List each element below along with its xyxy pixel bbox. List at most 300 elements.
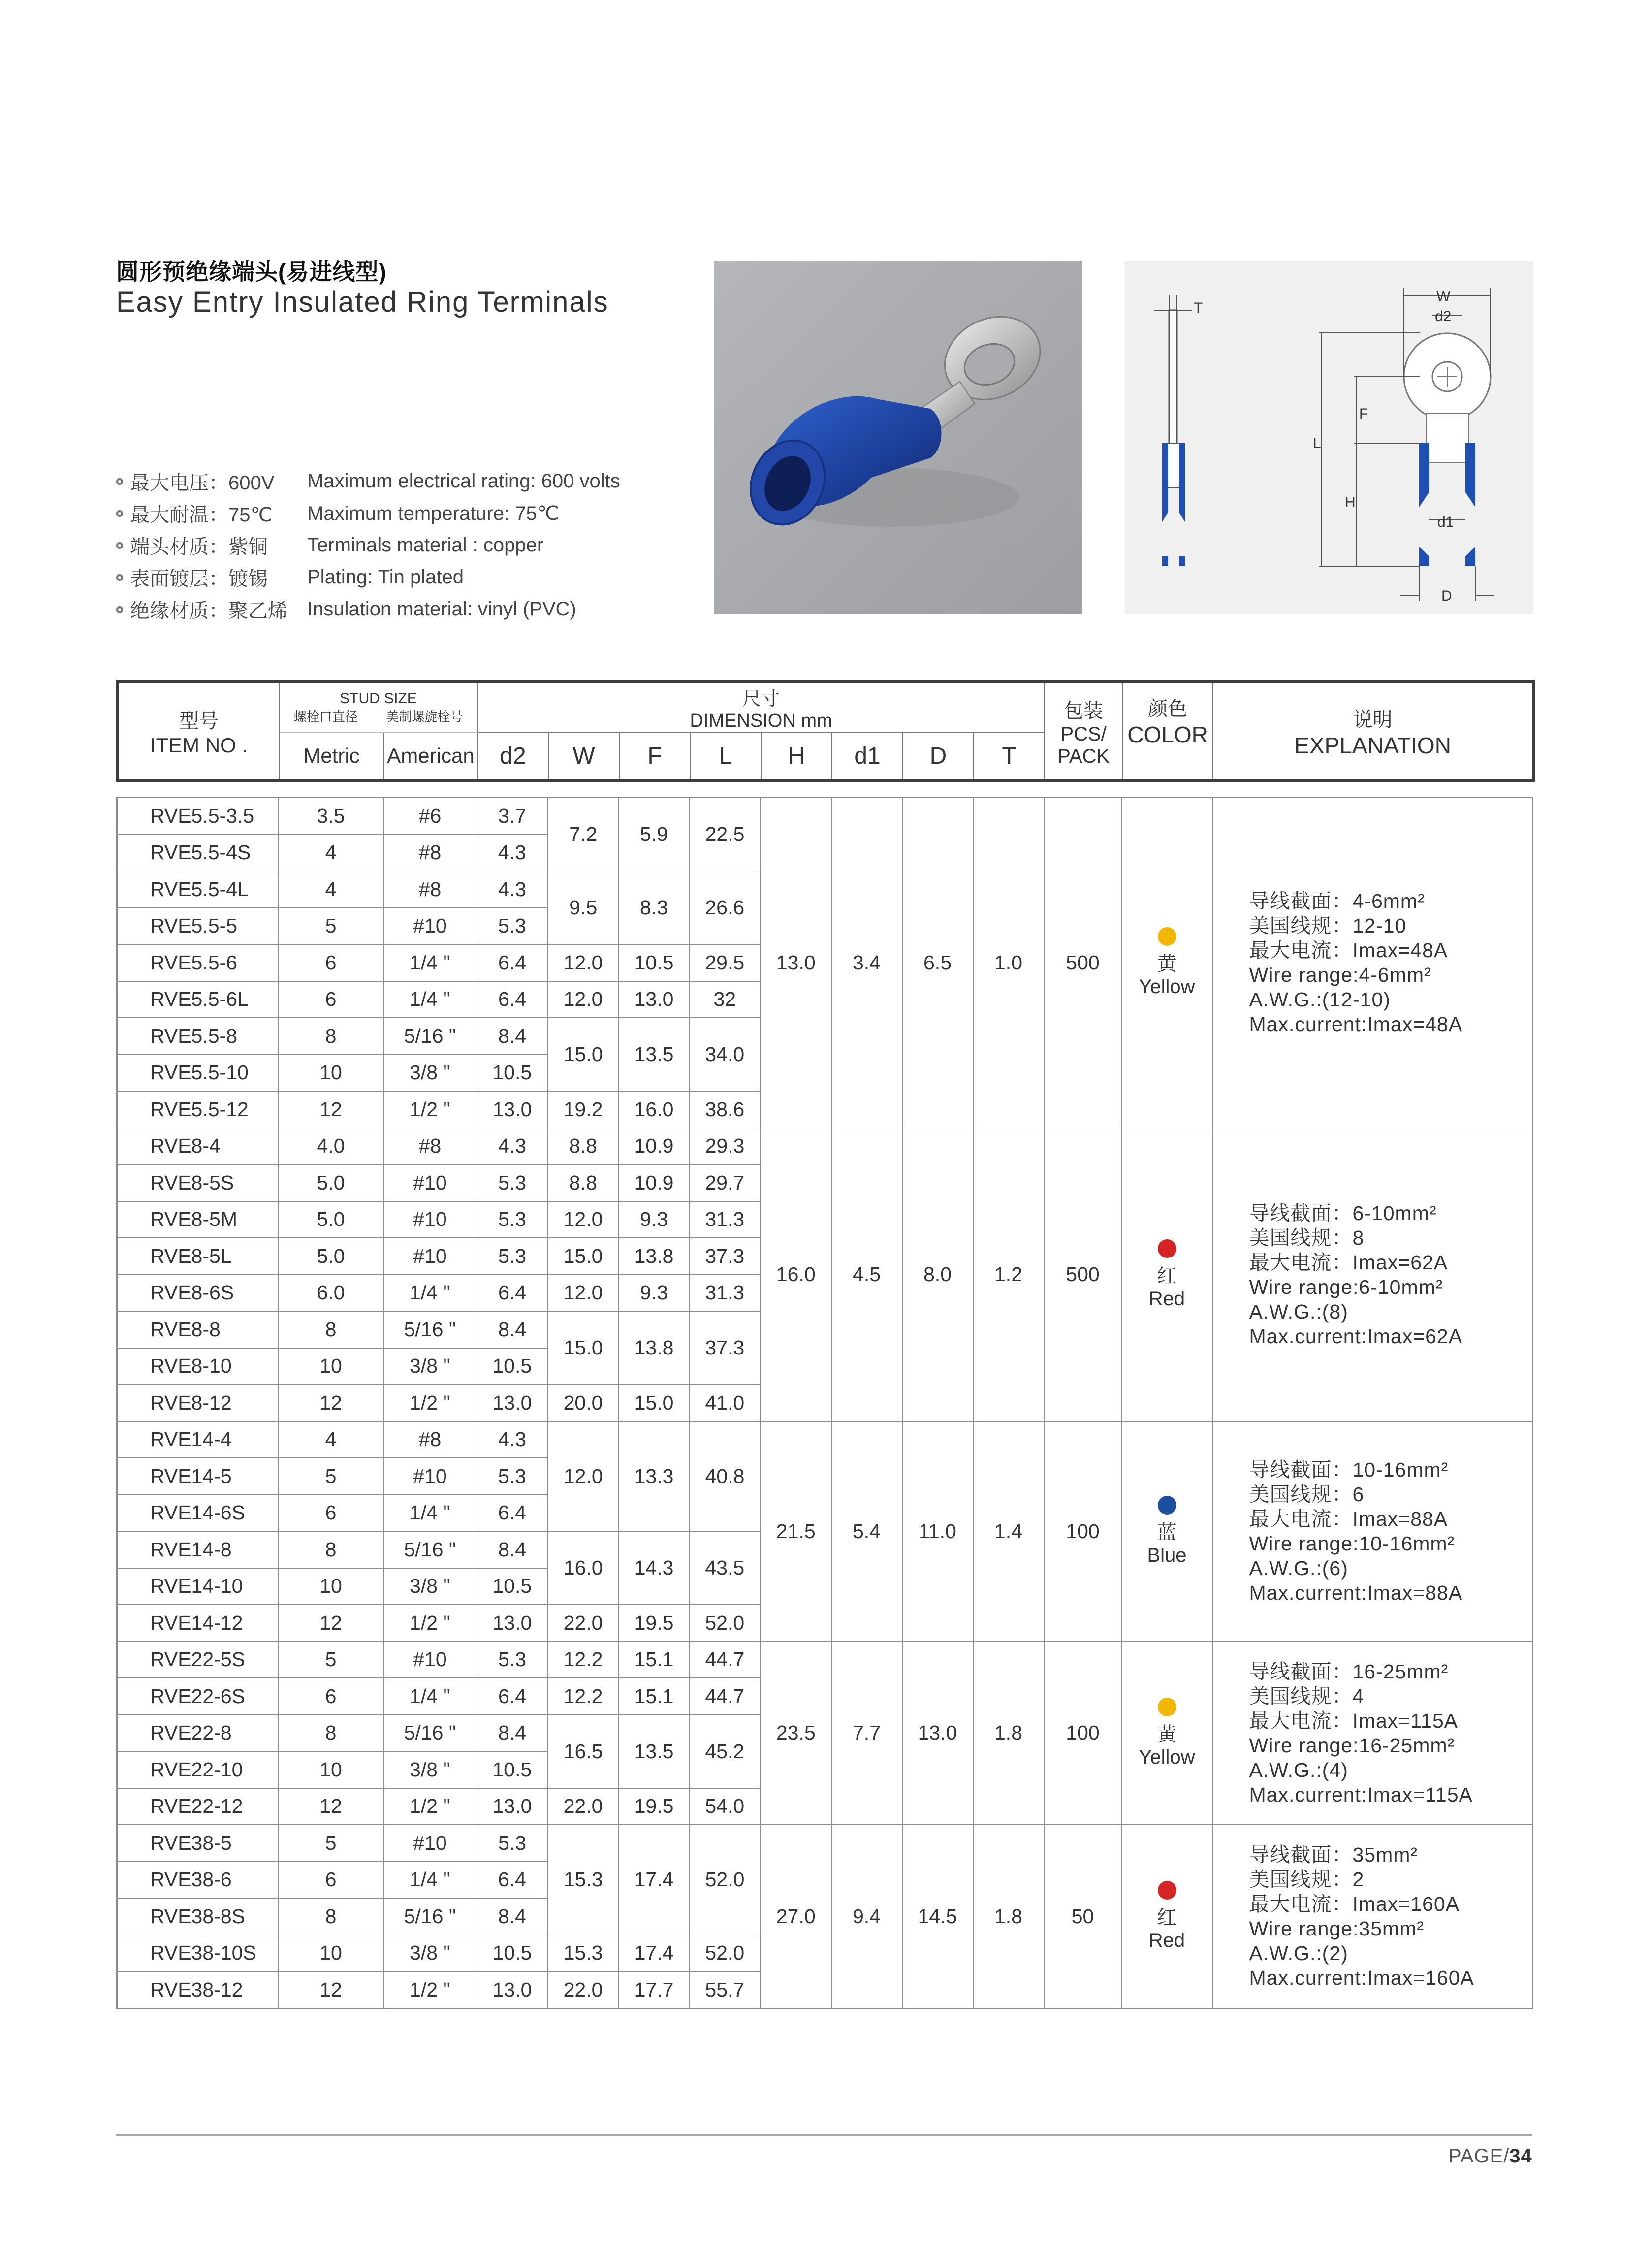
cell-t: 1.0 xyxy=(973,798,1044,1128)
dim-label-d1: d1 xyxy=(1437,514,1454,530)
dimension-drawing xyxy=(1125,261,1533,614)
cell-w: 12.2 xyxy=(548,1642,619,1678)
color-dot xyxy=(1158,1239,1176,1258)
cell-w: 8.8 xyxy=(548,1164,619,1201)
cell-d: 6.5 xyxy=(902,798,973,1128)
circle-bullet-icon xyxy=(116,606,123,613)
cell-l: 54.0 xyxy=(690,1788,761,1825)
cell-d2: 4.3 xyxy=(477,871,548,908)
cell-metric: 8 xyxy=(279,1715,383,1752)
cell-w: 15.3 xyxy=(548,1825,619,1935)
cell-d2: 6.4 xyxy=(477,1495,548,1532)
cell-american: 1/4 " xyxy=(383,1275,477,1312)
cell-w: 12.0 xyxy=(548,1275,619,1312)
cell-d2: 13.0 xyxy=(477,1091,548,1128)
header-w: W xyxy=(548,732,619,780)
cell-d2: 3.7 xyxy=(477,798,548,835)
cell-american: #6 xyxy=(383,798,477,835)
expl-line: 导线截面：35mm² xyxy=(1249,1843,1418,1867)
expl-line: 导线截面：4-6mm² xyxy=(1249,890,1425,913)
page-number xyxy=(1448,2145,1532,2167)
header-color-en: COLOR xyxy=(1127,722,1208,747)
color-en: Red xyxy=(1148,1930,1185,1952)
cell-metric: 5.0 xyxy=(279,1164,383,1201)
cell-american: #10 xyxy=(383,1825,477,1862)
cell-metric: 12 xyxy=(279,1385,383,1421)
cell-d2: 6.4 xyxy=(477,1678,548,1715)
cell-metric: 10 xyxy=(279,1935,383,1972)
cell-t: 1.2 xyxy=(973,1128,1044,1421)
cell-item: RVE38-12 xyxy=(117,1971,279,2008)
cell-explanation xyxy=(1212,1128,1533,1421)
header-color-cn: 颜色 xyxy=(1148,698,1188,720)
title-chinese: 圆形预绝缘端头(易进线型) xyxy=(116,259,387,285)
cell-american: 5/16 " xyxy=(383,1311,477,1348)
cell-item: RVE5.5-3.5 xyxy=(117,798,279,835)
header-d: D xyxy=(903,732,974,780)
cell-h: 16.0 xyxy=(761,1128,831,1421)
cell-item: RVE5.5-5 xyxy=(117,908,279,945)
cell-metric: 8 xyxy=(279,1531,383,1568)
table-row xyxy=(117,1825,1533,1862)
cell-d2: 8.4 xyxy=(477,1018,548,1055)
cell-h: 27.0 xyxy=(761,1825,831,2008)
cell-h: 21.5 xyxy=(761,1421,831,1642)
cell-d: 8.0 xyxy=(902,1128,973,1421)
cell-h: 13.0 xyxy=(761,798,831,1128)
cell-american: 1/4 " xyxy=(383,1495,477,1532)
cell-item: RVE22-5S xyxy=(117,1642,279,1678)
cell-d: 14.5 xyxy=(902,1825,973,2008)
cell-color xyxy=(1122,1825,1212,2008)
cell-explanation xyxy=(1212,798,1533,1128)
cell-d2: 13.0 xyxy=(477,1971,548,2008)
cell-american: 3/8 " xyxy=(383,1935,477,1972)
cell-h: 23.5 xyxy=(761,1642,831,1825)
spec-cn: 端头材质：紫铜 xyxy=(130,536,268,558)
spec-cn: 最大耐温：75℃ xyxy=(130,504,273,526)
cell-f: 10.5 xyxy=(619,944,690,981)
cell-american: 1/4 " xyxy=(383,1862,477,1899)
cell-american: #8 xyxy=(383,1421,477,1458)
cell-f: 17.4 xyxy=(619,1825,690,1935)
cell-l: 34.0 xyxy=(690,1018,761,1091)
spec-cn: 最大电压：600V xyxy=(130,472,275,494)
cell-d2: 5.3 xyxy=(477,1825,548,1862)
cell-item: RVE8-6S xyxy=(117,1275,279,1312)
spec-item xyxy=(116,497,620,529)
cell-american: 1/2 " xyxy=(383,1091,477,1128)
expl-line: Max.current:Imax=115A xyxy=(1249,1783,1473,1806)
cell-american: 1/4 " xyxy=(383,981,477,1018)
color-cn: 蓝 xyxy=(1157,1522,1177,1544)
header-item-cn: 型号 xyxy=(179,710,219,732)
cell-color xyxy=(1122,1642,1212,1825)
cell-w: 22.0 xyxy=(548,1971,619,2008)
expl-line: A.W.G.:(4) xyxy=(1249,1758,1348,1781)
cell-l: 40.8 xyxy=(690,1421,761,1532)
cell-d2: 8.4 xyxy=(477,1311,548,1348)
cell-item: RVE8-5L xyxy=(117,1238,279,1275)
cell-w: 7.2 xyxy=(548,798,619,871)
cell-w: 9.5 xyxy=(548,871,619,944)
header-explanation xyxy=(1213,682,1533,780)
cell-item: RVE22-6S xyxy=(117,1678,279,1715)
cell-american: #10 xyxy=(383,1164,477,1201)
expl-line: Wire range:4-6mm² xyxy=(1249,964,1431,987)
cell-item: RVE14-10 xyxy=(117,1568,279,1605)
cell-w: 22.0 xyxy=(548,1605,619,1642)
spec-item xyxy=(116,529,620,561)
cell-d2: 13.0 xyxy=(477,1788,548,1825)
cell-american: #8 xyxy=(383,835,477,871)
color-dot xyxy=(1158,1881,1176,1900)
cell-metric: 10 xyxy=(279,1751,383,1788)
header-stud-en: STUD SIZE xyxy=(340,690,417,707)
cell-f: 8.3 xyxy=(619,871,690,944)
cell-f: 13.8 xyxy=(619,1311,690,1385)
cell-l: 29.3 xyxy=(690,1128,761,1165)
cell-item: RVE5.5-6 xyxy=(117,944,279,981)
header-dimension xyxy=(477,682,1045,732)
cell-item: RVE8-5S xyxy=(117,1164,279,1201)
dim-label-t: T xyxy=(1194,300,1203,316)
cell-american: 5/16 " xyxy=(383,1898,477,1935)
cell-d2: 5.3 xyxy=(477,908,548,945)
cell-american: 5/16 " xyxy=(383,1531,477,1568)
cell-item: RVE5.5-8 xyxy=(117,1018,279,1055)
circle-bullet-icon xyxy=(116,542,123,549)
cell-d2: 8.4 xyxy=(477,1898,548,1935)
expl-line: A.W.G.:(6) xyxy=(1249,1557,1348,1580)
expl-line: 导线截面：16-25mm² xyxy=(1249,1660,1449,1683)
spec-en: Maximum temperature: 75℃ xyxy=(307,502,559,524)
cell-w: 15.0 xyxy=(548,1311,619,1385)
cell-metric: 3.5 xyxy=(279,798,383,835)
cell-f: 13.0 xyxy=(619,981,690,1018)
expl-line: 最大电流：Imax=62A xyxy=(1249,1251,1448,1274)
cell-w: 12.2 xyxy=(548,1678,619,1715)
expl-line: Max.current:Imax=62A xyxy=(1249,1324,1463,1348)
cell-american: #8 xyxy=(383,1128,477,1165)
cell-pack: 500 xyxy=(1044,798,1122,1128)
header-pack xyxy=(1045,682,1122,780)
cell-item: RVE5.5-4L xyxy=(117,871,279,908)
cell-w: 22.0 xyxy=(548,1788,619,1825)
header-l: L xyxy=(690,732,761,780)
cell-metric: 6 xyxy=(279,944,383,981)
cell-t: 1.8 xyxy=(973,1825,1044,2008)
cell-d2: 5.3 xyxy=(477,1642,548,1678)
cell-item: RVE8-12 xyxy=(117,1385,279,1421)
cell-l: 41.0 xyxy=(690,1385,761,1421)
cell-metric: 5 xyxy=(279,1642,383,1678)
cell-american: 3/8 " xyxy=(383,1568,477,1605)
cell-d2: 8.4 xyxy=(477,1531,548,1568)
spec-item xyxy=(116,561,620,593)
cell-d2: 10.5 xyxy=(477,1568,548,1605)
cell-explanation xyxy=(1212,1421,1533,1642)
cell-metric: 4 xyxy=(279,835,383,871)
header-dim-cn: 尺寸 xyxy=(742,689,780,709)
cell-american: #10 xyxy=(383,908,477,945)
header-pack-en1: PCS/ xyxy=(1060,723,1107,745)
table-body xyxy=(117,798,1533,2009)
cell-metric: 10 xyxy=(279,1055,383,1092)
cell-l: 26.6 xyxy=(690,871,761,944)
cell-item: RVE8-4 xyxy=(117,1128,279,1165)
cell-d1: 5.4 xyxy=(831,1421,902,1642)
cell-l: 44.7 xyxy=(690,1642,761,1678)
color-en: Blue xyxy=(1147,1545,1187,1566)
expl-line: Max.current:Imax=48A xyxy=(1249,1013,1463,1036)
cell-metric: 5 xyxy=(279,1825,383,1862)
cell-w: 19.2 xyxy=(548,1091,619,1128)
cell-w: 12.0 xyxy=(548,981,619,1018)
cell-l: 29.5 xyxy=(690,944,761,981)
cell-american: 5/16 " xyxy=(383,1018,477,1055)
spec-en: Maximum electrical rating: 600 volts xyxy=(307,470,620,492)
cell-item: RVE14-12 xyxy=(117,1605,279,1642)
spec-item xyxy=(116,465,620,497)
cell-f: 5.9 xyxy=(619,798,690,871)
cell-item: RVE8-10 xyxy=(117,1348,279,1385)
cell-item: RVE5.5-6L xyxy=(117,981,279,1018)
spec-cn: 绝缘材质：聚乙烯 xyxy=(130,600,287,622)
expl-line: 美国线规：6 xyxy=(1249,1483,1365,1506)
expl-line: 最大电流：Imax=48A xyxy=(1249,939,1448,962)
header-metric: Metric xyxy=(279,732,384,780)
table-row xyxy=(117,1421,1533,1458)
color-dot xyxy=(1158,1698,1176,1716)
cell-d1: 3.4 xyxy=(831,798,902,1128)
color-cn: 黄 xyxy=(1157,953,1177,975)
cell-d2: 5.3 xyxy=(477,1164,548,1201)
cell-f: 15.1 xyxy=(619,1642,690,1678)
dim-label-d2: d2 xyxy=(1435,308,1452,324)
cell-american: 1/2 " xyxy=(383,1788,477,1825)
cell-d2: 13.0 xyxy=(477,1385,548,1421)
expl-line: Wire range:10-16mm² xyxy=(1249,1532,1455,1555)
cell-l: 44.7 xyxy=(690,1678,761,1715)
cell-f: 17.4 xyxy=(619,1935,690,1972)
circle-bullet-icon xyxy=(116,478,123,485)
expl-line: 美国线规：12-10 xyxy=(1249,914,1407,937)
color-cn: 红 xyxy=(1157,1265,1177,1287)
cell-american: 5/16 " xyxy=(383,1715,477,1752)
cell-f: 16.0 xyxy=(619,1091,690,1128)
cell-item: RVE14-4 xyxy=(117,1421,279,1458)
cell-metric: 10 xyxy=(279,1348,383,1385)
cell-w: 15.0 xyxy=(548,1018,619,1091)
cell-d2: 5.3 xyxy=(477,1458,548,1495)
cell-metric: 5.0 xyxy=(279,1201,383,1238)
dim-label-h: H xyxy=(1345,494,1356,511)
cell-metric: 6 xyxy=(279,1495,383,1532)
cell-w: 15.3 xyxy=(548,1935,619,1972)
header-d1: d1 xyxy=(832,732,903,780)
cell-american: 1/2 " xyxy=(383,1971,477,2008)
header-stud-american-cn: 美制螺旋栓号 xyxy=(386,709,463,724)
cell-american: 1/2 " xyxy=(383,1605,477,1642)
cell-w: 12.0 xyxy=(548,944,619,981)
cell-l: 31.3 xyxy=(690,1275,761,1312)
cell-metric: 4 xyxy=(279,871,383,908)
cell-f: 15.0 xyxy=(619,1385,690,1421)
cell-item: RVE5.5-4S xyxy=(117,835,279,871)
cell-d2: 5.3 xyxy=(477,1238,548,1275)
spec-cn: 表面镀层：镀锡 xyxy=(130,568,268,590)
product-photo xyxy=(714,261,1082,614)
cell-f: 13.8 xyxy=(619,1238,690,1275)
cell-american: #10 xyxy=(383,1201,477,1238)
cell-item: RVE14-6S xyxy=(117,1495,279,1532)
footer-divider xyxy=(116,2134,1532,2136)
table-header xyxy=(116,680,1535,782)
cell-explanation xyxy=(1212,1642,1533,1825)
cell-item: RVE38-6 xyxy=(117,1862,279,1899)
page-number-value: 34 xyxy=(1509,2145,1532,2167)
cell-american: 3/8 " xyxy=(383,1055,477,1092)
cell-american: 1/4 " xyxy=(383,1678,477,1715)
dim-label-l: L xyxy=(1313,435,1321,451)
cell-pack: 500 xyxy=(1044,1128,1122,1421)
cell-f: 9.3 xyxy=(619,1201,690,1238)
cell-item: RVE22-12 xyxy=(117,1788,279,1825)
cell-w: 16.0 xyxy=(548,1531,619,1605)
cell-d2: 4.3 xyxy=(477,1421,548,1458)
cell-d2: 10.5 xyxy=(477,1348,548,1385)
header-dim-en: DIMENSION mm xyxy=(690,710,832,731)
expl-line: Wire range:35mm² xyxy=(1249,1917,1424,1940)
cell-f: 17.7 xyxy=(619,1971,690,2008)
expl-line: Max.current:Imax=160A xyxy=(1249,1967,1474,1990)
circle-bullet-icon xyxy=(116,510,123,517)
header-pack-en2: PACK xyxy=(1057,745,1110,767)
cell-metric: 4.0 xyxy=(279,1128,383,1165)
expl-line: A.W.G.:(12-10) xyxy=(1249,988,1391,1011)
cell-d2: 8.4 xyxy=(477,1715,548,1752)
header-h: H xyxy=(761,732,832,780)
spec-item xyxy=(116,593,620,625)
cell-f: 15.1 xyxy=(619,1678,690,1715)
cell-w: 8.8 xyxy=(548,1128,619,1165)
dim-label-f: F xyxy=(1359,406,1368,422)
expl-line: A.W.G.:(2) xyxy=(1249,1942,1348,1965)
cell-metric: 6 xyxy=(279,1678,383,1715)
color-dot xyxy=(1158,1496,1176,1515)
expl-line: 最大电流：Imax=115A xyxy=(1249,1709,1458,1732)
expl-line: Wire range:16-25mm² xyxy=(1249,1734,1455,1757)
header-expl-en: EXPLANATION xyxy=(1294,732,1451,758)
table-row xyxy=(117,1642,1533,1678)
cell-american: 3/8 " xyxy=(383,1348,477,1385)
cell-color xyxy=(1122,1421,1212,1642)
cell-american: 3/8 " xyxy=(383,1751,477,1788)
cell-l: 55.7 xyxy=(690,1971,761,2008)
table-row xyxy=(117,798,1533,835)
cell-l: 52.0 xyxy=(690,1605,761,1642)
cell-w: 16.5 xyxy=(548,1715,619,1788)
cell-f: 9.3 xyxy=(619,1275,690,1312)
cell-l: 29.7 xyxy=(690,1164,761,1201)
cell-metric: 6 xyxy=(279,1862,383,1899)
cell-item: RVE38-5 xyxy=(117,1825,279,1862)
cell-d2: 6.4 xyxy=(477,981,548,1018)
cell-explanation xyxy=(1212,1825,1533,2008)
header-pack-cn: 包装 xyxy=(1064,700,1104,722)
cell-american: 1/2 " xyxy=(383,1385,477,1421)
cell-d: 11.0 xyxy=(902,1421,973,1642)
cell-d2: 4.3 xyxy=(477,1128,548,1165)
expl-line: 美国线规：2 xyxy=(1249,1868,1365,1891)
header-item xyxy=(118,682,279,780)
color-en: Red xyxy=(1148,1288,1185,1310)
cell-d2: 4.3 xyxy=(477,835,548,871)
header-expl-cn: 说明 xyxy=(1353,709,1393,731)
cell-item: RVE8-8 xyxy=(117,1311,279,1348)
cell-l: 52.0 xyxy=(690,1935,761,1972)
cell-american: #10 xyxy=(383,1238,477,1275)
cell-metric: 6 xyxy=(279,981,383,1018)
cell-d2: 6.4 xyxy=(477,1862,548,1899)
cell-f: 19.5 xyxy=(619,1788,690,1825)
cell-metric: 4 xyxy=(279,1421,383,1458)
header-color xyxy=(1122,682,1213,780)
cell-metric: 8 xyxy=(279,1018,383,1055)
cell-metric: 12 xyxy=(279,1788,383,1825)
cell-metric: 5 xyxy=(279,908,383,945)
spec-en: Insulation material: vinyl (PVC) xyxy=(307,598,576,620)
cell-d: 13.0 xyxy=(902,1642,973,1825)
cell-d1: 7.7 xyxy=(831,1642,902,1825)
cell-d1: 4.5 xyxy=(831,1128,902,1421)
cell-f: 10.9 xyxy=(619,1164,690,1201)
cell-l: 52.0 xyxy=(690,1825,761,1935)
expl-line: 美国线规：8 xyxy=(1249,1226,1365,1249)
cell-w: 20.0 xyxy=(548,1385,619,1421)
cell-color xyxy=(1122,1128,1212,1421)
cell-item: RVE38-8S xyxy=(117,1898,279,1935)
cell-l: 38.6 xyxy=(690,1091,761,1128)
cell-f: 13.5 xyxy=(619,1018,690,1091)
cell-l: 43.5 xyxy=(690,1531,761,1605)
expl-line: Max.current:Imax=88A xyxy=(1249,1581,1463,1604)
expl-line: 最大电流：Imax=160A xyxy=(1249,1893,1460,1916)
cell-item: RVE14-5 xyxy=(117,1458,279,1495)
cell-metric: 12 xyxy=(279,1605,383,1642)
cell-f: 13.5 xyxy=(619,1715,690,1788)
cell-american: #10 xyxy=(383,1642,477,1678)
spec-table xyxy=(116,797,1533,2009)
cell-l: 45.2 xyxy=(690,1715,761,1788)
expl-line: Wire range:6-10mm² xyxy=(1249,1275,1443,1298)
header-american: American xyxy=(384,732,477,780)
cell-t: 1.4 xyxy=(973,1421,1044,1642)
cell-f: 19.5 xyxy=(619,1605,690,1642)
cell-item: RVE5.5-12 xyxy=(117,1091,279,1128)
cell-metric: 5.0 xyxy=(279,1238,383,1275)
header-item-en: ITEM NO . xyxy=(150,733,248,757)
cell-pack: 100 xyxy=(1044,1421,1122,1642)
spec-en: Terminals material : copper xyxy=(307,534,544,556)
page-label: PAGE/ xyxy=(1448,2145,1510,2167)
dim-label-d: D xyxy=(1441,588,1452,604)
cell-d2: 13.0 xyxy=(477,1605,548,1642)
cell-d2: 10.5 xyxy=(477,1055,548,1092)
cell-l: 37.3 xyxy=(690,1238,761,1275)
cell-color xyxy=(1122,798,1212,1128)
